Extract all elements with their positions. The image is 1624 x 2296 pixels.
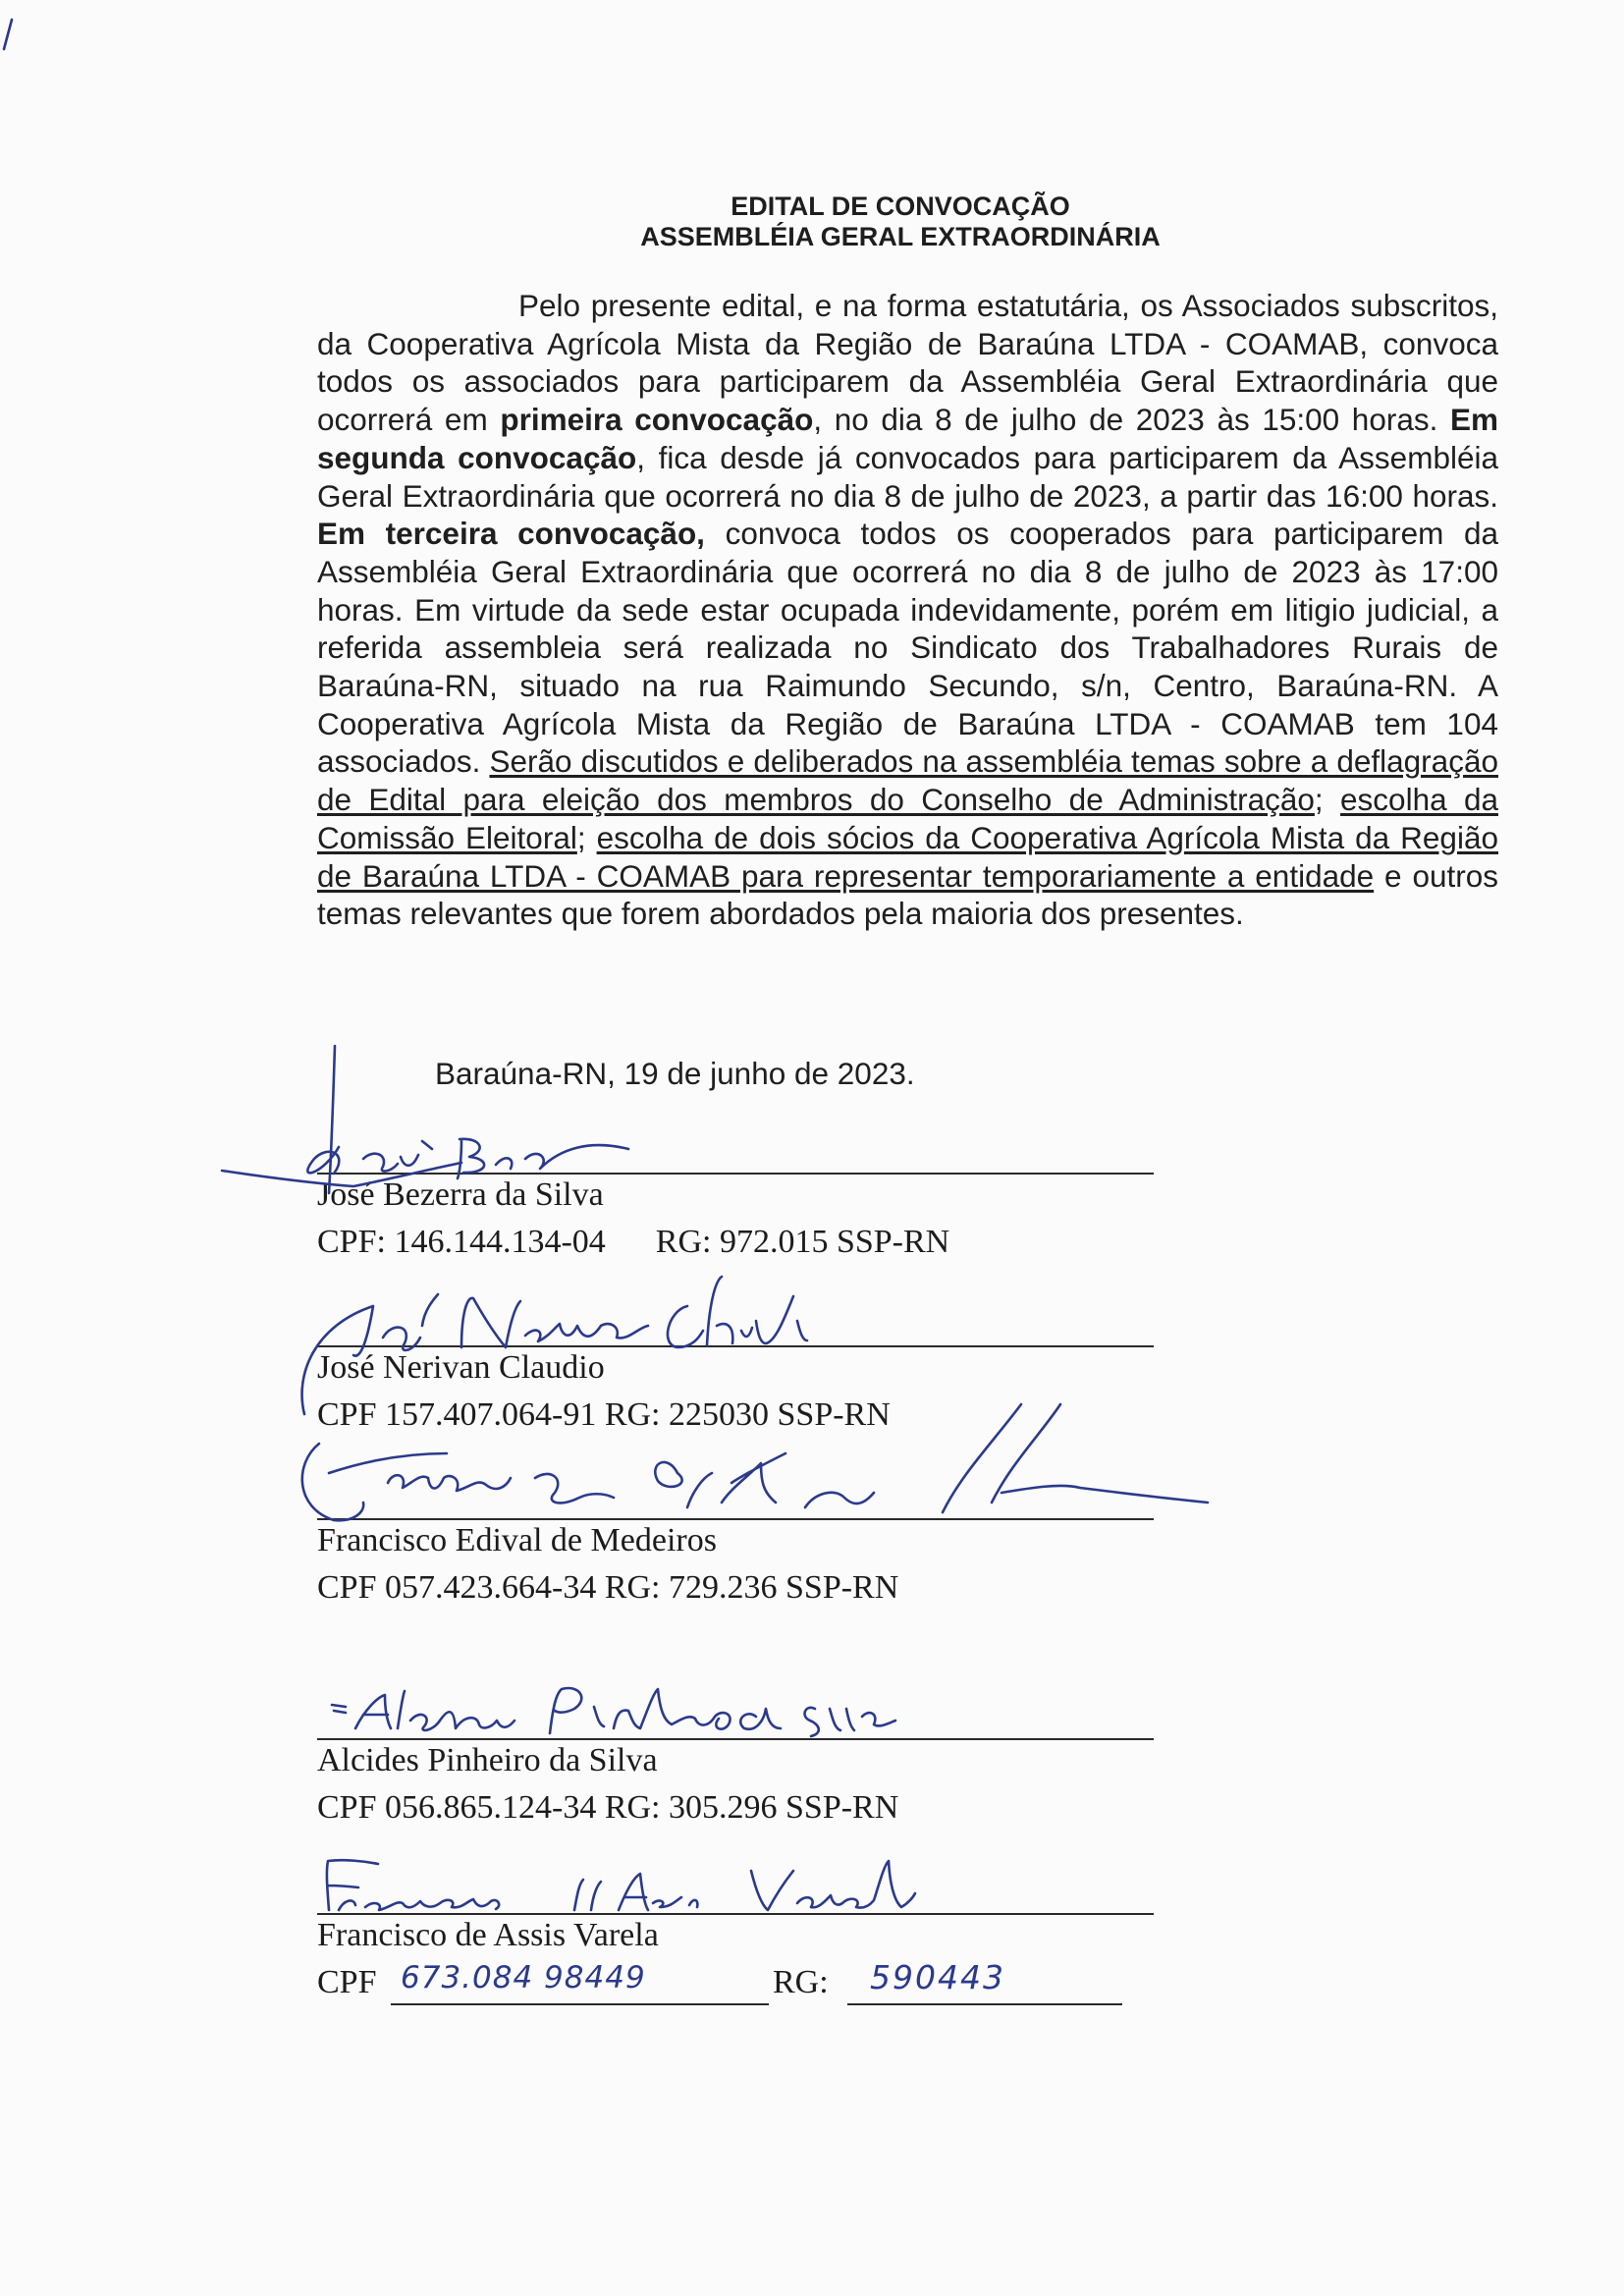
- signatory-documents: CPF 157.407.064-91 RG: 225030 SSP-RN: [317, 1396, 891, 1433]
- signature-francisco-varela: [327, 1860, 915, 1910]
- handwritten-rg: 590443: [870, 1958, 1005, 1996]
- body-bold-segment: primeira convocação: [500, 402, 814, 438]
- body-text-segment: convoca todos os cooperados para participarem da Assembléia Geral Extraordinária que ocorrerá no dia 8 de julho de 2023 às 17:00 horas. Em virtude da sede estar ocupada indevidamente, porém em litigio judicial, a referida assembleia será realizada no Sindicato dos Trabalhadores Rurais de Baraúna-RN, situado na rua Raimundo Secundo, s/n, Centro, Baraúna-RN. A Cooperativa Agrícola Mista da Região de Baraúna LTDA - COAMAB tem 104 associados.: [317, 516, 1498, 780]
- document-subtitle: ASSEMBLÉIA GERAL EXTRAORDINÁRIA: [640, 222, 1161, 251]
- body-text-segment: Pelo presente edital, e na forma estatutária, os Associados subscritos, da Cooperativa Agrícola Mista da Região de Baraúna LTDA - COAMAB, convoca todos os associados para participarem da Assembléia Geral Extraordinária que ocorrerá em: [317, 288, 1498, 438]
- signatory-documents: CPF 056.865.124-34 RG: 305.296 SSP-RN: [317, 1789, 899, 1826]
- signatory-rg-label: RG:: [773, 1964, 829, 2000]
- margin-mark: [329, 1046, 335, 1193]
- signature-alcides-pinheiro: [332, 1688, 895, 1736]
- body-underlined-segment: escolha de dois sócios da Cooperativa Agrícola Mista da Região de Baraúna LTDA - COAMAB para representar temporariamente a entidade: [317, 819, 1498, 894]
- signatory-documents: CPF 057.423.664-34 RG: 729.236 SSP-RN: [317, 1569, 899, 1606]
- body-text-segment: ;: [1314, 782, 1341, 818]
- place-date-line: Baraúna-RN, 19 de junho de 2023.: [435, 1056, 915, 1091]
- body-text-segment: , fica desde já convocados para participarem da Assembléia Geral Extraordinária que ocorrerá no dia 8 de julho de 2023, a partir das 16:00 horas.: [317, 439, 1498, 514]
- signatory-name: Alcides Pinheiro da Silva: [317, 1742, 658, 1778]
- body-text-segment: ;: [576, 819, 597, 855]
- body-bold-segment: Em segunda convocação: [317, 402, 1499, 475]
- margin-mark: [4, 20, 12, 49]
- signatory-name: Francisco de Assis Varela: [317, 1917, 659, 1953]
- body-bold-segment: Em terceira convocação,: [317, 516, 705, 552]
- signatory-cpf-label: CPF: [317, 1964, 377, 2000]
- body-text-segment: e outros temas relevantes que forem abordados pela maioria dos presentes.: [317, 857, 1498, 932]
- signatory-name: José Nerivan Claudio: [317, 1349, 605, 1386]
- signatory-name: Francisco Edival de Medeiros: [317, 1522, 717, 1558]
- signatory-documents: CPF: 146.144.134-04 RG: 972.015 SSP-RN: [317, 1224, 950, 1260]
- signatory-name: José Bezerra da Silva: [317, 1176, 604, 1213]
- body-underlined-segment: escolha da Comissão Eleitoral: [317, 782, 1498, 855]
- handwritten-cpf: 673.084 98449: [401, 1960, 646, 1995]
- document-title: EDITAL DE CONVOCAÇÃO: [731, 191, 1070, 221]
- signature-francisco-edival: [302, 1404, 1208, 1520]
- body-text-segment: , no dia 8 de julho de 2023 às 15:00 horas.: [813, 402, 1450, 438]
- signature-jose-nerivan: [302, 1277, 807, 1414]
- signature-jose-bezerra: [222, 1139, 628, 1186]
- body-underlined-segment: Serão discutidos e deliberados na assembléia temas sobre a deflagração de Edital para eleição dos membros do Conselho de Administração: [317, 743, 1498, 818]
